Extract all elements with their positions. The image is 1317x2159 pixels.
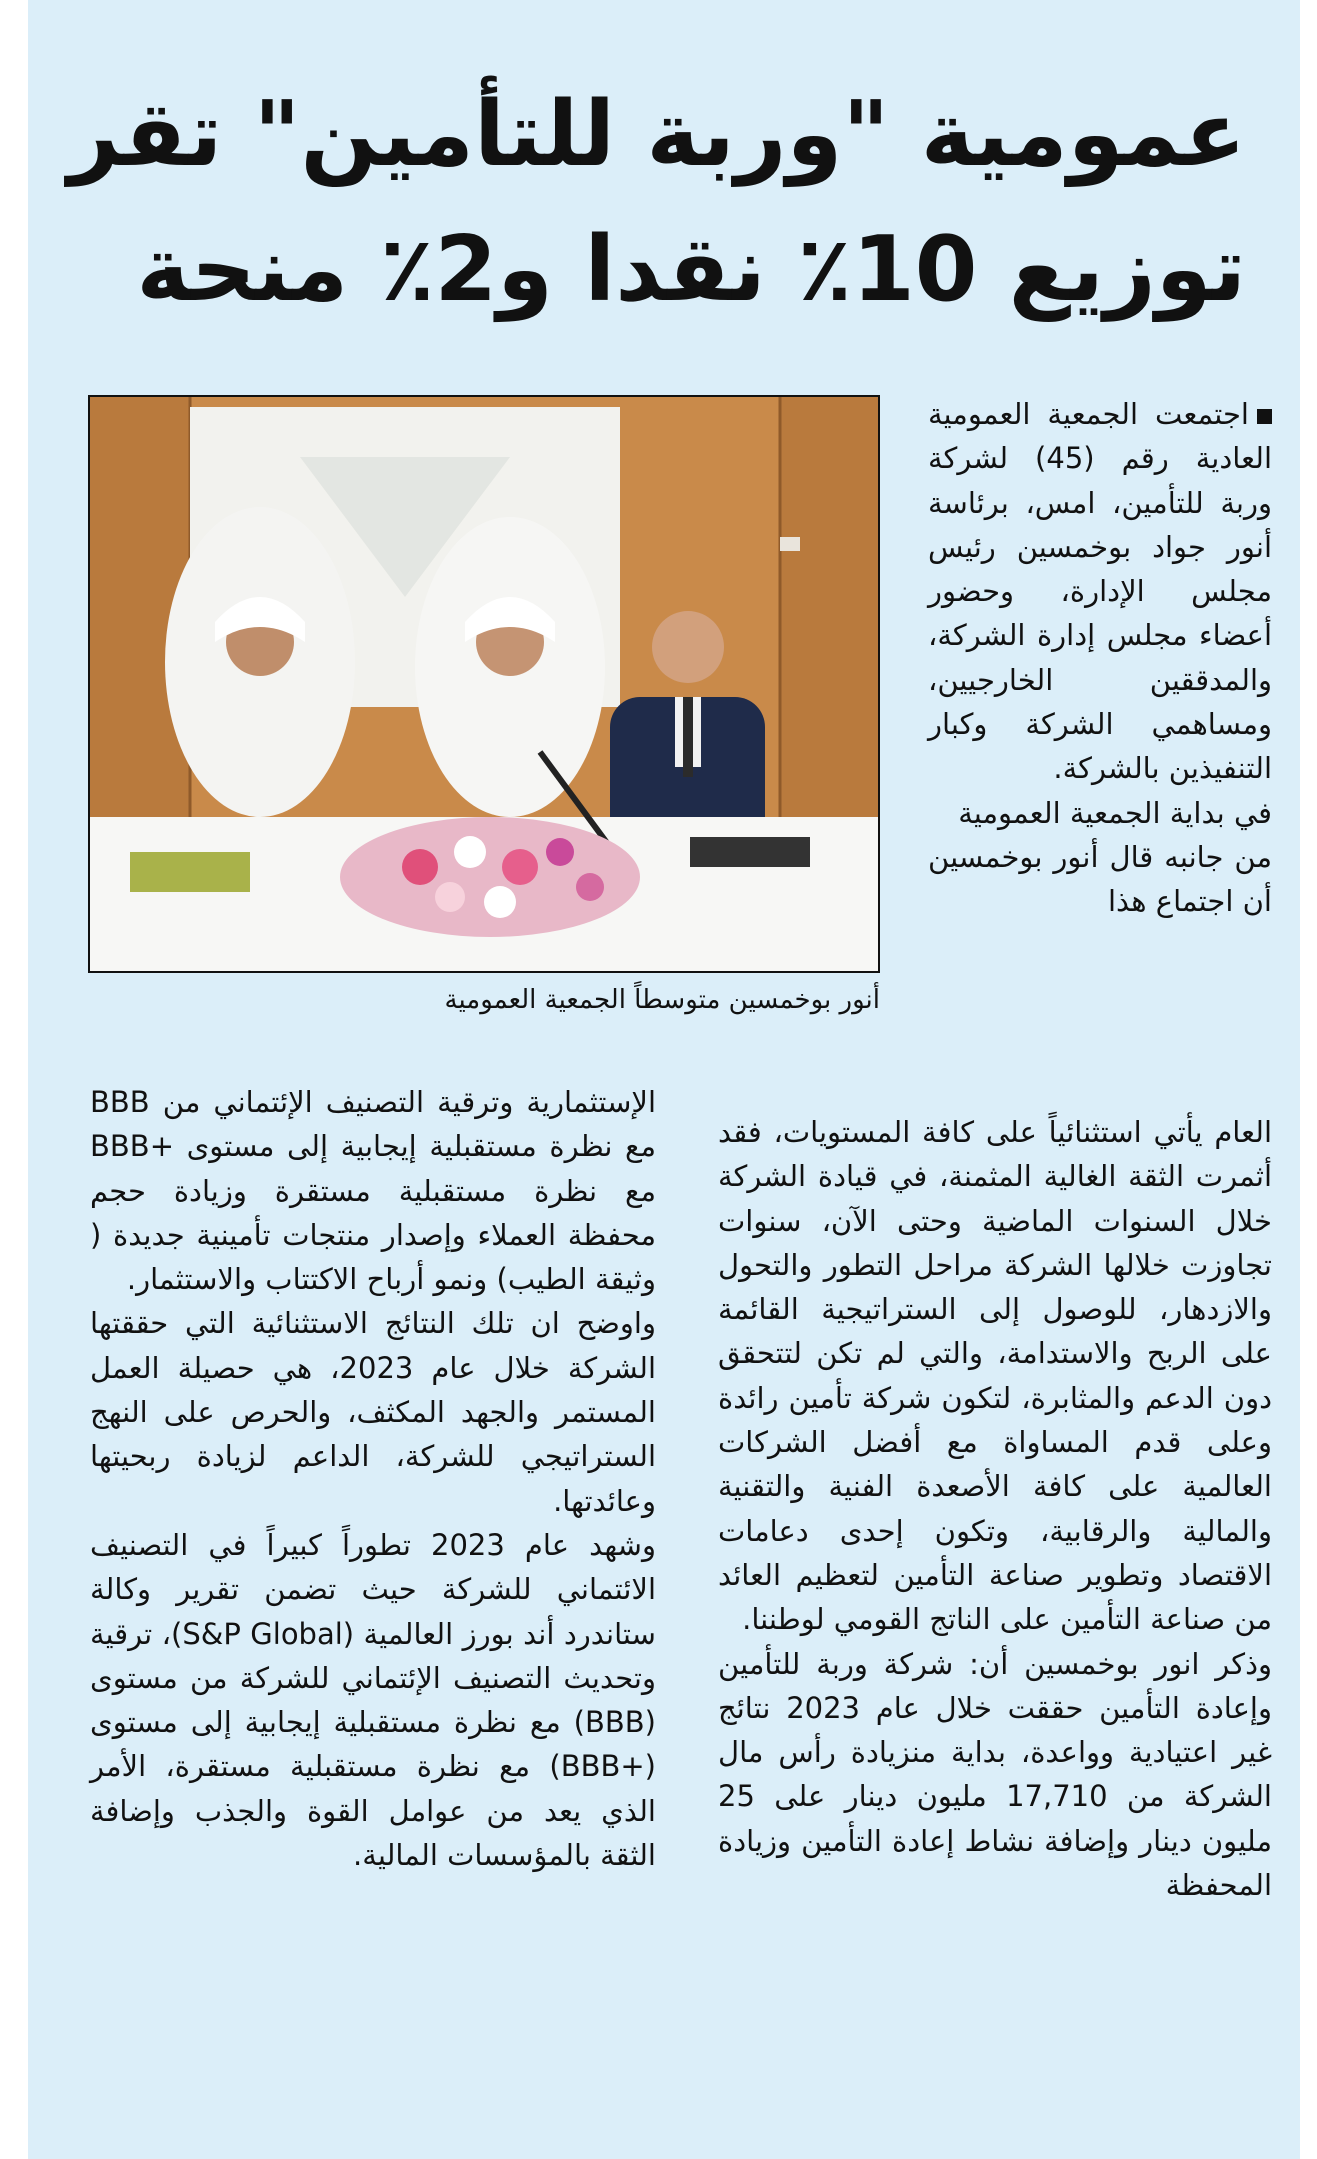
article-paragraph: من جانبه قال أنور بوخمسين أن اجتماع هذا [928,839,1272,919]
article-paragraph-text: اجتمعت الجمعية العمومية العادية رقم (45) لشركة وربة للتأمين، امس، برئاسة أنور جواد بوخمسين رئيس مجلس الإدارة، وحضور أعضاء مجلس إدارة الشركة، والمدققين الخارجيين، ومساهمي الشركة وكبار التنفيذين بالشركة. [928,397,1273,786]
article-paragraph [928,392,1272,791]
meeting-photo-illustration [90,397,878,971]
article-paragraph: العام يأتي استثنائياً على كافة المستويات، فقد أثمرت الثقة الغالية المثمنة، في قيادة الشركة خلال السنوات الماضية وحتى الآن، سنوات تجاوزت خلالها الشركة مراحل التطور والتحول والازدهار، للوصول إلى الستراتيجية القائمة على الربح والاستدامة، والتي لم تكن لتتحقق دون الدعم والمثابرة، لتكون شركة تأمين رائدة وعلى قدم المساواة مع أفضل الشركات العالمية على كافة الأصعدة الفنية والتقنية والمالية والرقابية، وتكون إحدى دعامات الاقتصاد وتطوير صناعة التأمين لتعظيم العائد من صناعة التأمين على الناتج القومي لوطننا. [718,1115,1272,1637]
bullet-square-icon [1257,409,1272,424]
article-paragraph: وشهد عام 2023 تطوراً كبيراً في التصنيف الائتماني للشركة حيث تضمن تقرير وكالة ستاندرد أند بورز العالمية (S&P Global)، ترقية وتحديث التصنيف الإئتماني للشركة من مستوى (BBB) مع نظرة مستقبلية إيجابية إلى مستوى (+BBB) مع نظرة مستقبلية مستقرة، الأمر الذي يعد من عوامل القوة والجذب وإضافة الثقة بالمؤسسات المالية. [90,1527,656,1873]
headline-line-2: توزيع 10٪ نقدا و2٪ منحة [136,217,1246,322]
article-column-right-top [928,392,1272,924]
newspaper-clipping [28,0,1300,2159]
meeting-photo [88,395,880,973]
headline-line-1: عمومية "وربة للتأمين" تقر [67,82,1246,187]
article-column-left [90,1080,656,1877]
article-paragraph: الإستثمارية وترقية التصنيف الإئتماني من BBB مع نظرة مستقبلية إيجابية إلى مستوى +BBB مع نظرة مستقبلية مستقرة وزيادة حجم محفظة العملاء وإصدار منتجات تأمينية جديدة ( وثيقة الطيب) ونمو أرباح الاكتتاب والاستثمار. [90,1085,656,1297]
article-paragraph: واوضح ان تلك النتائج الاستثنائية التي حققتها الشركة خلال عام 2023، هي حصيلة العمل المستمر والجهد المكثف، والحرص على النهج الستراتيجي للشركة، الداعم لزيادة ربحيتها وعائدتها. [90,1306,656,1518]
article-paragraph: في بداية الجمعية العمومية [958,795,1272,830]
article-paragraph: وذكر انور بوخمسين أن: شركة وربة للتأمين وإعادة التأمين حققت خلال عام 2023 نتائج غير اعتيادية وواعدة، بداية منزيادة رأس مال الشركة من 17,710 مليون دينار على 25 مليون دينار وإضافة نشاط إعادة التأمين وزيادة المحفظة [718,1646,1272,1903]
photo-caption: أنور بوخمسين متوسطاً الجمعية العمومية [444,985,880,1015]
article-column-right-bottom [718,1110,1272,1907]
